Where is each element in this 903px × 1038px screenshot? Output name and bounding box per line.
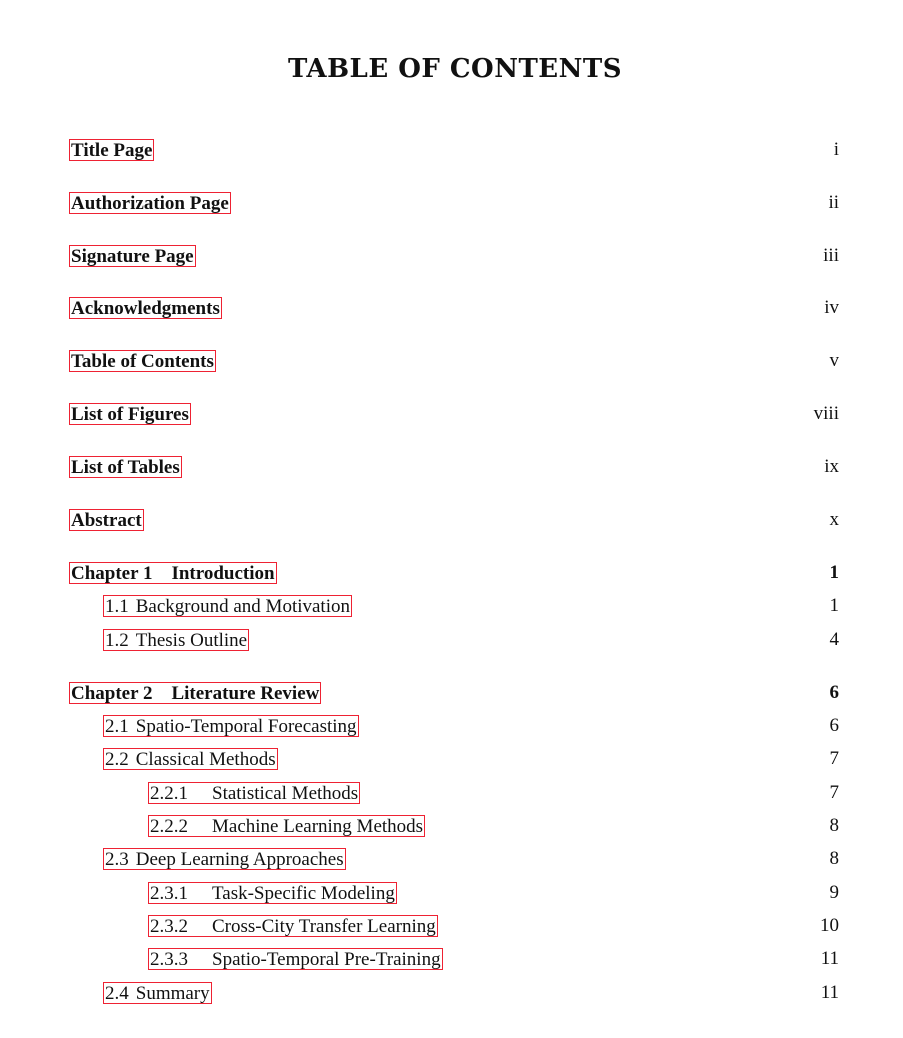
toc-entry-subsection-2-3-2 (0, 915, 903, 941)
toc-entry-list-of-tables (0, 456, 903, 482)
toc-link-chapter-1[interactable] (69, 562, 277, 584)
page-number: 10 (820, 915, 839, 936)
page-number: ii (828, 192, 839, 213)
subsection-number: 2.2.2 (150, 816, 188, 837)
page-number: x (829, 509, 839, 530)
page-number: 1 (829, 562, 839, 583)
section-title: Deep Learning Approaches (135, 849, 344, 870)
section-number: 2.3 (105, 849, 129, 870)
section-number: 1.1 (105, 596, 129, 617)
toc-entry-chapter-2 (0, 682, 903, 708)
toc-link-list-of-figures[interactable]: List of Figures (71, 404, 189, 425)
toc-entry-subsection-2-2-2 (0, 815, 903, 841)
subsection-number: 2.3.3 (150, 949, 188, 970)
toc-entry-title-page (0, 139, 903, 165)
page-number: 1 (829, 595, 839, 616)
toc-link-subsection-2-2-2[interactable] (148, 815, 425, 837)
page-title: TABLE OF CONTENTS (287, 54, 623, 84)
toc-entry-subsection-2-3-3 (0, 948, 903, 974)
subsection-title: Spatio-Temporal Pre-Training (212, 949, 441, 970)
chapter-number: Chapter 1 (71, 563, 153, 584)
section-number: 2.1 (105, 716, 129, 737)
toc-link-section-1-2[interactable] (103, 629, 249, 651)
page-number: iii (823, 245, 839, 266)
page-number: ix (824, 456, 839, 477)
toc-link-subsection-2-2-1[interactable] (148, 782, 360, 804)
page-number: i (833, 139, 839, 160)
toc-entry-acknowledgments (0, 297, 903, 323)
page-number: 7 (829, 782, 839, 803)
page-number: 11 (820, 948, 839, 969)
toc-link-title-page[interactable]: Title Page (71, 140, 153, 161)
chapter-title: Introduction (171, 563, 275, 584)
toc-entry-list-of-figures (0, 403, 903, 429)
section-number: 1.2 (105, 630, 129, 651)
subsection-number: 2.3.1 (150, 883, 188, 904)
toc-link-table-of-contents[interactable]: Table of Contents (71, 351, 214, 372)
subsection-title: Cross-City Transfer Learning (212, 916, 436, 937)
toc-link-signature-page[interactable]: Signature Page (71, 246, 194, 267)
subsection-title: Statistical Methods (212, 783, 359, 804)
toc-link-authorization-page[interactable]: Authorization Page (71, 193, 229, 214)
toc-entry-section-2-1 (0, 715, 903, 741)
section-title: Thesis Outline (135, 630, 248, 651)
subsection-number: 2.2.1 (150, 783, 188, 804)
toc-entry-section-2-2 (0, 748, 903, 774)
page-number: 6 (829, 715, 839, 736)
toc-link-list-of-tables[interactable]: List of Tables (71, 457, 180, 478)
page-number: 4 (829, 629, 839, 650)
toc-link-subsection-2-3-1[interactable] (148, 882, 397, 904)
section-title: Spatio-Temporal Forecasting (135, 716, 357, 737)
toc-link-section-2-2[interactable] (103, 748, 278, 770)
toc-link-section-2-1[interactable] (103, 715, 359, 737)
section-title: Summary (135, 983, 210, 1004)
toc-entry-section-2-4 (0, 982, 903, 1008)
page-number: 8 (829, 815, 839, 836)
toc-entry-section-1-1 (0, 595, 903, 621)
subsection-title: Machine Learning Methods (212, 816, 424, 837)
section-title: Background and Motivation (135, 596, 350, 617)
toc-link-subsection-2-3-3[interactable] (148, 948, 443, 970)
subsection-title: Task-Specific Modeling (212, 883, 395, 904)
page-number: 8 (829, 848, 839, 869)
page-number: 11 (820, 982, 839, 1003)
subsection-number: 2.3.2 (150, 916, 188, 937)
page-number: 7 (829, 748, 839, 769)
chapter-title: Literature Review (171, 683, 320, 704)
toc-entry-section-1-2 (0, 629, 903, 655)
toc-link-section-2-3[interactable] (103, 848, 346, 870)
toc-entry-signature-page (0, 245, 903, 271)
toc-entry-abstract (0, 509, 903, 535)
toc-entry-subsection-2-2-1 (0, 782, 903, 808)
toc-link-acknowledgments[interactable]: Acknowledgments (71, 298, 220, 319)
page-number: viii (813, 403, 839, 424)
toc-entry-authorization-page (0, 192, 903, 218)
section-number: 2.4 (105, 983, 129, 1004)
section-number: 2.2 (105, 749, 129, 770)
toc-link-section-2-4[interactable] (103, 982, 212, 1004)
toc-entry-subsection-2-3-1 (0, 882, 903, 908)
toc-entry-section-2-3 (0, 848, 903, 874)
chapter-number: Chapter 2 (71, 683, 153, 704)
toc-link-chapter-2[interactable] (69, 682, 321, 704)
page-number: 6 (829, 682, 839, 703)
section-title: Classical Methods (135, 749, 276, 770)
page-number: iv (824, 297, 839, 318)
toc-link-abstract[interactable]: Abstract (71, 510, 142, 531)
toc-entry-chapter-1 (0, 562, 903, 588)
page-number: 9 (829, 882, 839, 903)
toc-link-subsection-2-3-2[interactable] (148, 915, 438, 937)
toc-entry-table-of-contents (0, 350, 903, 376)
toc-link-section-1-1[interactable] (103, 595, 352, 617)
page-number: v (829, 350, 839, 371)
